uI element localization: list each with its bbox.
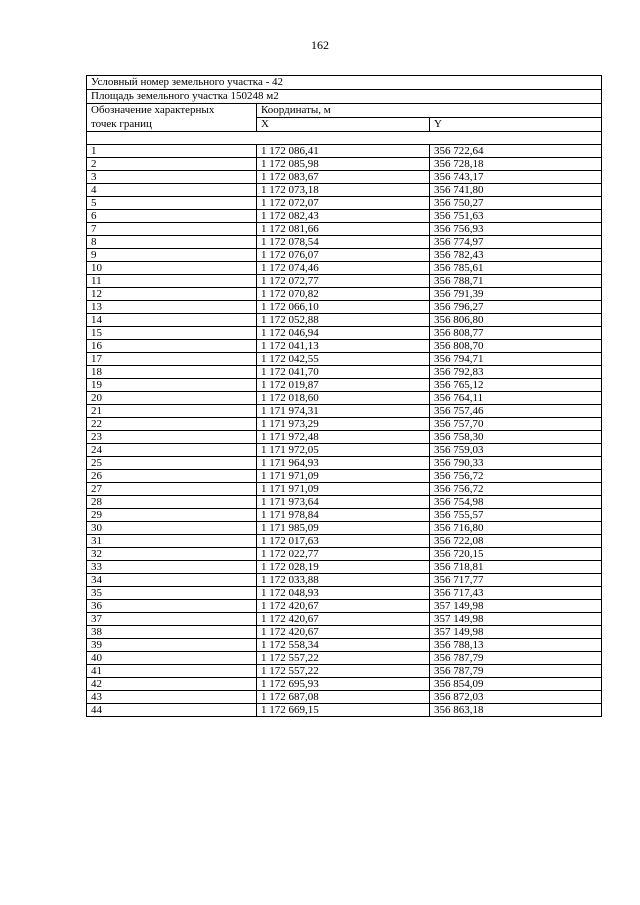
point-number-cell: 18 bbox=[87, 366, 257, 379]
parcel-number-label: Условный номер земельного участка - 42 bbox=[87, 76, 602, 90]
table-row bbox=[87, 613, 602, 626]
table-row bbox=[87, 652, 602, 665]
table-row bbox=[87, 600, 602, 613]
table-row bbox=[87, 340, 602, 353]
parcel-area-label: Площадь земельного участка 150248 м2 bbox=[87, 90, 602, 104]
column-header-row-1 bbox=[87, 104, 602, 118]
x-coordinate-cell: 1 172 558,34 bbox=[257, 639, 430, 652]
coords-header: Координаты, м bbox=[257, 104, 602, 118]
x-coordinate-cell: 1 172 028,19 bbox=[257, 561, 430, 574]
y-coordinate-cell: 356 854,09 bbox=[430, 678, 602, 691]
point-number-cell: 40 bbox=[87, 652, 257, 665]
table-row bbox=[87, 288, 602, 301]
table-row bbox=[87, 431, 602, 444]
point-number-cell: 31 bbox=[87, 535, 257, 548]
coordinates-table bbox=[86, 75, 602, 717]
y-coordinate-cell: 356 758,30 bbox=[430, 431, 602, 444]
table-row bbox=[87, 470, 602, 483]
table-row bbox=[87, 561, 602, 574]
y-coordinate-cell: 356 794,71 bbox=[430, 353, 602, 366]
table-row bbox=[87, 275, 602, 288]
point-number-cell: 26 bbox=[87, 470, 257, 483]
y-coordinate-cell: 356 765,12 bbox=[430, 379, 602, 392]
x-coordinate-cell: 1 172 074,46 bbox=[257, 262, 430, 275]
x-coordinate-cell: 1 172 076,07 bbox=[257, 249, 430, 262]
table-row bbox=[87, 236, 602, 249]
x-coordinate-cell: 1 171 973,29 bbox=[257, 418, 430, 431]
table-row bbox=[87, 353, 602, 366]
x-coordinate-cell: 1 172 019,87 bbox=[257, 379, 430, 392]
table-row bbox=[87, 574, 602, 587]
point-number-cell: 14 bbox=[87, 314, 257, 327]
table-row bbox=[87, 483, 602, 496]
point-number-cell: 4 bbox=[87, 184, 257, 197]
spacer-cell bbox=[87, 132, 602, 145]
y-coordinate-cell: 356 787,79 bbox=[430, 665, 602, 678]
x-coordinate-cell: 1 172 048,93 bbox=[257, 587, 430, 600]
point-header-line2: точек границ bbox=[87, 118, 257, 132]
x-coordinate-cell: 1 171 973,64 bbox=[257, 496, 430, 509]
y-coordinate-cell: 356 717,43 bbox=[430, 587, 602, 600]
x-coordinate-cell: 1 172 078,54 bbox=[257, 236, 430, 249]
table-row bbox=[87, 197, 602, 210]
y-coordinate-cell: 356 785,61 bbox=[430, 262, 602, 275]
x-coordinate-cell: 1 172 669,15 bbox=[257, 704, 430, 717]
x-coordinate-cell: 1 172 018,60 bbox=[257, 392, 430, 405]
point-number-cell: 6 bbox=[87, 210, 257, 223]
parcel-number-row bbox=[87, 76, 602, 90]
y-coordinate-cell: 356 755,57 bbox=[430, 509, 602, 522]
point-number-cell: 44 bbox=[87, 704, 257, 717]
point-number-cell: 8 bbox=[87, 236, 257, 249]
y-coordinate-cell: 356 718,81 bbox=[430, 561, 602, 574]
y-coordinate-cell: 356 806,80 bbox=[430, 314, 602, 327]
x-coordinate-cell: 1 172 081,66 bbox=[257, 223, 430, 236]
x-coordinate-cell: 1 172 042,55 bbox=[257, 353, 430, 366]
x-coordinate-cell: 1 172 072,07 bbox=[257, 197, 430, 210]
y-coordinate-cell: 356 808,70 bbox=[430, 340, 602, 353]
table-row bbox=[87, 314, 602, 327]
x-coordinate-cell: 1 171 972,05 bbox=[257, 444, 430, 457]
table-row bbox=[87, 262, 602, 275]
x-coordinate-cell: 1 172 557,22 bbox=[257, 665, 430, 678]
point-number-cell: 19 bbox=[87, 379, 257, 392]
x-coordinate-cell: 1 172 687,08 bbox=[257, 691, 430, 704]
x-coordinate-cell: 1 172 695,93 bbox=[257, 678, 430, 691]
table-row bbox=[87, 496, 602, 509]
x-coordinate-cell: 1 171 972,48 bbox=[257, 431, 430, 444]
y-coordinate-cell: 356 728,18 bbox=[430, 158, 602, 171]
x-coordinate-cell: 1 172 420,67 bbox=[257, 600, 430, 613]
point-number-cell: 16 bbox=[87, 340, 257, 353]
table-row bbox=[87, 626, 602, 639]
spacer-row bbox=[87, 132, 602, 145]
x-coordinate-cell: 1 172 082,43 bbox=[257, 210, 430, 223]
point-number-cell: 27 bbox=[87, 483, 257, 496]
point-number-cell: 2 bbox=[87, 158, 257, 171]
table-row bbox=[87, 665, 602, 678]
x-coordinate-cell: 1 172 083,67 bbox=[257, 171, 430, 184]
x-coordinate-cell: 1 172 072,77 bbox=[257, 275, 430, 288]
x-coordinate-cell: 1 172 041,13 bbox=[257, 340, 430, 353]
y-coordinate-cell: 356 722,08 bbox=[430, 535, 602, 548]
table-row bbox=[87, 223, 602, 236]
table-row bbox=[87, 171, 602, 184]
table-row bbox=[87, 210, 602, 223]
point-number-cell: 32 bbox=[87, 548, 257, 561]
x-coordinate-cell: 1 172 073,18 bbox=[257, 184, 430, 197]
table-row bbox=[87, 301, 602, 314]
y-coordinate-cell: 356 750,27 bbox=[430, 197, 602, 210]
point-number-cell: 38 bbox=[87, 626, 257, 639]
point-number-cell: 13 bbox=[87, 301, 257, 314]
x-coordinate-cell: 1 171 985,09 bbox=[257, 522, 430, 535]
x-coordinate-cell: 1 172 085,98 bbox=[257, 158, 430, 171]
table-row bbox=[87, 158, 602, 171]
point-number-cell: 10 bbox=[87, 262, 257, 275]
y-coordinate-cell: 356 764,11 bbox=[430, 392, 602, 405]
x-coordinate-cell: 1 171 964,93 bbox=[257, 457, 430, 470]
point-number-cell: 28 bbox=[87, 496, 257, 509]
point-number-cell: 36 bbox=[87, 600, 257, 613]
point-number-cell: 25 bbox=[87, 457, 257, 470]
y-coordinate-cell: 356 790,33 bbox=[430, 457, 602, 470]
x-coordinate-cell: 1 172 046,94 bbox=[257, 327, 430, 340]
y-coordinate-cell: 356 741,80 bbox=[430, 184, 602, 197]
point-number-cell: 22 bbox=[87, 418, 257, 431]
y-coordinate-cell: 356 796,27 bbox=[430, 301, 602, 314]
point-number-cell: 30 bbox=[87, 522, 257, 535]
point-number-cell: 11 bbox=[87, 275, 257, 288]
table-row bbox=[87, 509, 602, 522]
x-header: X bbox=[257, 118, 430, 132]
x-coordinate-cell: 1 172 420,67 bbox=[257, 626, 430, 639]
y-coordinate-cell: 356 743,17 bbox=[430, 171, 602, 184]
y-coordinate-cell: 356 808,77 bbox=[430, 327, 602, 340]
table-row bbox=[87, 704, 602, 717]
y-coordinate-cell: 356 787,79 bbox=[430, 652, 602, 665]
y-coordinate-cell: 356 788,13 bbox=[430, 639, 602, 652]
table-row bbox=[87, 678, 602, 691]
x-coordinate-cell: 1 171 971,09 bbox=[257, 483, 430, 496]
x-coordinate-cell: 1 172 033,88 bbox=[257, 574, 430, 587]
point-number-cell: 17 bbox=[87, 353, 257, 366]
x-coordinate-cell: 1 171 971,09 bbox=[257, 470, 430, 483]
x-coordinate-cell: 1 172 070,82 bbox=[257, 288, 430, 301]
point-number-cell: 9 bbox=[87, 249, 257, 262]
point-number-cell: 5 bbox=[87, 197, 257, 210]
point-number-cell: 21 bbox=[87, 405, 257, 418]
column-header-row-2 bbox=[87, 118, 602, 132]
y-coordinate-cell: 356 756,93 bbox=[430, 223, 602, 236]
y-coordinate-cell: 356 722,64 bbox=[430, 145, 602, 158]
point-number-cell: 7 bbox=[87, 223, 257, 236]
table-row bbox=[87, 444, 602, 457]
table-row bbox=[87, 184, 602, 197]
table-row bbox=[87, 405, 602, 418]
table-row bbox=[87, 522, 602, 535]
y-coordinate-cell: 357 149,98 bbox=[430, 613, 602, 626]
y-coordinate-cell: 357 149,98 bbox=[430, 626, 602, 639]
x-coordinate-cell: 1 172 066,10 bbox=[257, 301, 430, 314]
point-number-cell: 42 bbox=[87, 678, 257, 691]
point-number-cell: 39 bbox=[87, 639, 257, 652]
point-number-cell: 29 bbox=[87, 509, 257, 522]
y-coordinate-cell: 356 791,39 bbox=[430, 288, 602, 301]
x-coordinate-cell: 1 172 022,77 bbox=[257, 548, 430, 561]
y-coordinate-cell: 356 716,80 bbox=[430, 522, 602, 535]
table-row bbox=[87, 587, 602, 600]
table-row bbox=[87, 327, 602, 340]
point-number-cell: 23 bbox=[87, 431, 257, 444]
table-row bbox=[87, 418, 602, 431]
point-number-cell: 1 bbox=[87, 145, 257, 158]
page-number: 162 bbox=[311, 38, 329, 52]
point-number-cell: 3 bbox=[87, 171, 257, 184]
y-coordinate-cell: 356 774,97 bbox=[430, 236, 602, 249]
table-row bbox=[87, 535, 602, 548]
y-coordinate-cell: 356 756,72 bbox=[430, 470, 602, 483]
table-row bbox=[87, 639, 602, 652]
table-row bbox=[87, 366, 602, 379]
y-coordinate-cell: 356 788,71 bbox=[430, 275, 602, 288]
x-coordinate-cell: 1 172 420,67 bbox=[257, 613, 430, 626]
point-number-cell: 37 bbox=[87, 613, 257, 626]
table-row bbox=[87, 457, 602, 470]
x-coordinate-cell: 1 172 041,70 bbox=[257, 366, 430, 379]
y-coordinate-cell: 356 792,83 bbox=[430, 366, 602, 379]
y-coordinate-cell: 357 149,98 bbox=[430, 600, 602, 613]
point-number-cell: 33 bbox=[87, 561, 257, 574]
point-number-cell: 12 bbox=[87, 288, 257, 301]
point-number-cell: 20 bbox=[87, 392, 257, 405]
y-coordinate-cell: 356 782,43 bbox=[430, 249, 602, 262]
y-coordinate-cell: 356 757,70 bbox=[430, 418, 602, 431]
x-coordinate-cell: 1 172 557,22 bbox=[257, 652, 430, 665]
y-coordinate-cell: 356 872,03 bbox=[430, 691, 602, 704]
x-coordinate-cell: 1 171 978,84 bbox=[257, 509, 430, 522]
x-coordinate-cell: 1 172 086,41 bbox=[257, 145, 430, 158]
parcel-area-row bbox=[87, 90, 602, 104]
y-coordinate-cell: 356 720,15 bbox=[430, 548, 602, 561]
table-row bbox=[87, 249, 602, 262]
point-number-cell: 41 bbox=[87, 665, 257, 678]
point-number-cell: 35 bbox=[87, 587, 257, 600]
y-coordinate-cell: 356 717,77 bbox=[430, 574, 602, 587]
point-number-cell: 24 bbox=[87, 444, 257, 457]
y-coordinate-cell: 356 759,03 bbox=[430, 444, 602, 457]
x-coordinate-cell: 1 172 052,88 bbox=[257, 314, 430, 327]
table-row bbox=[87, 548, 602, 561]
point-number-cell: 15 bbox=[87, 327, 257, 340]
point-number-cell: 34 bbox=[87, 574, 257, 587]
table-row bbox=[87, 392, 602, 405]
point-number-cell: 43 bbox=[87, 691, 257, 704]
table-row bbox=[87, 145, 602, 158]
x-coordinate-cell: 1 172 017,63 bbox=[257, 535, 430, 548]
point-header-line1: Обозначение характерных bbox=[87, 104, 257, 118]
y-coordinate-cell: 356 751,63 bbox=[430, 210, 602, 223]
table-row bbox=[87, 379, 602, 392]
y-coordinate-cell: 356 754,98 bbox=[430, 496, 602, 509]
y-coordinate-cell: 356 757,46 bbox=[430, 405, 602, 418]
y-coordinate-cell: 356 863,18 bbox=[430, 704, 602, 717]
y-coordinate-cell: 356 756,72 bbox=[430, 483, 602, 496]
table-row bbox=[87, 691, 602, 704]
x-coordinate-cell: 1 171 974,31 bbox=[257, 405, 430, 418]
y-header: Y bbox=[430, 118, 602, 132]
